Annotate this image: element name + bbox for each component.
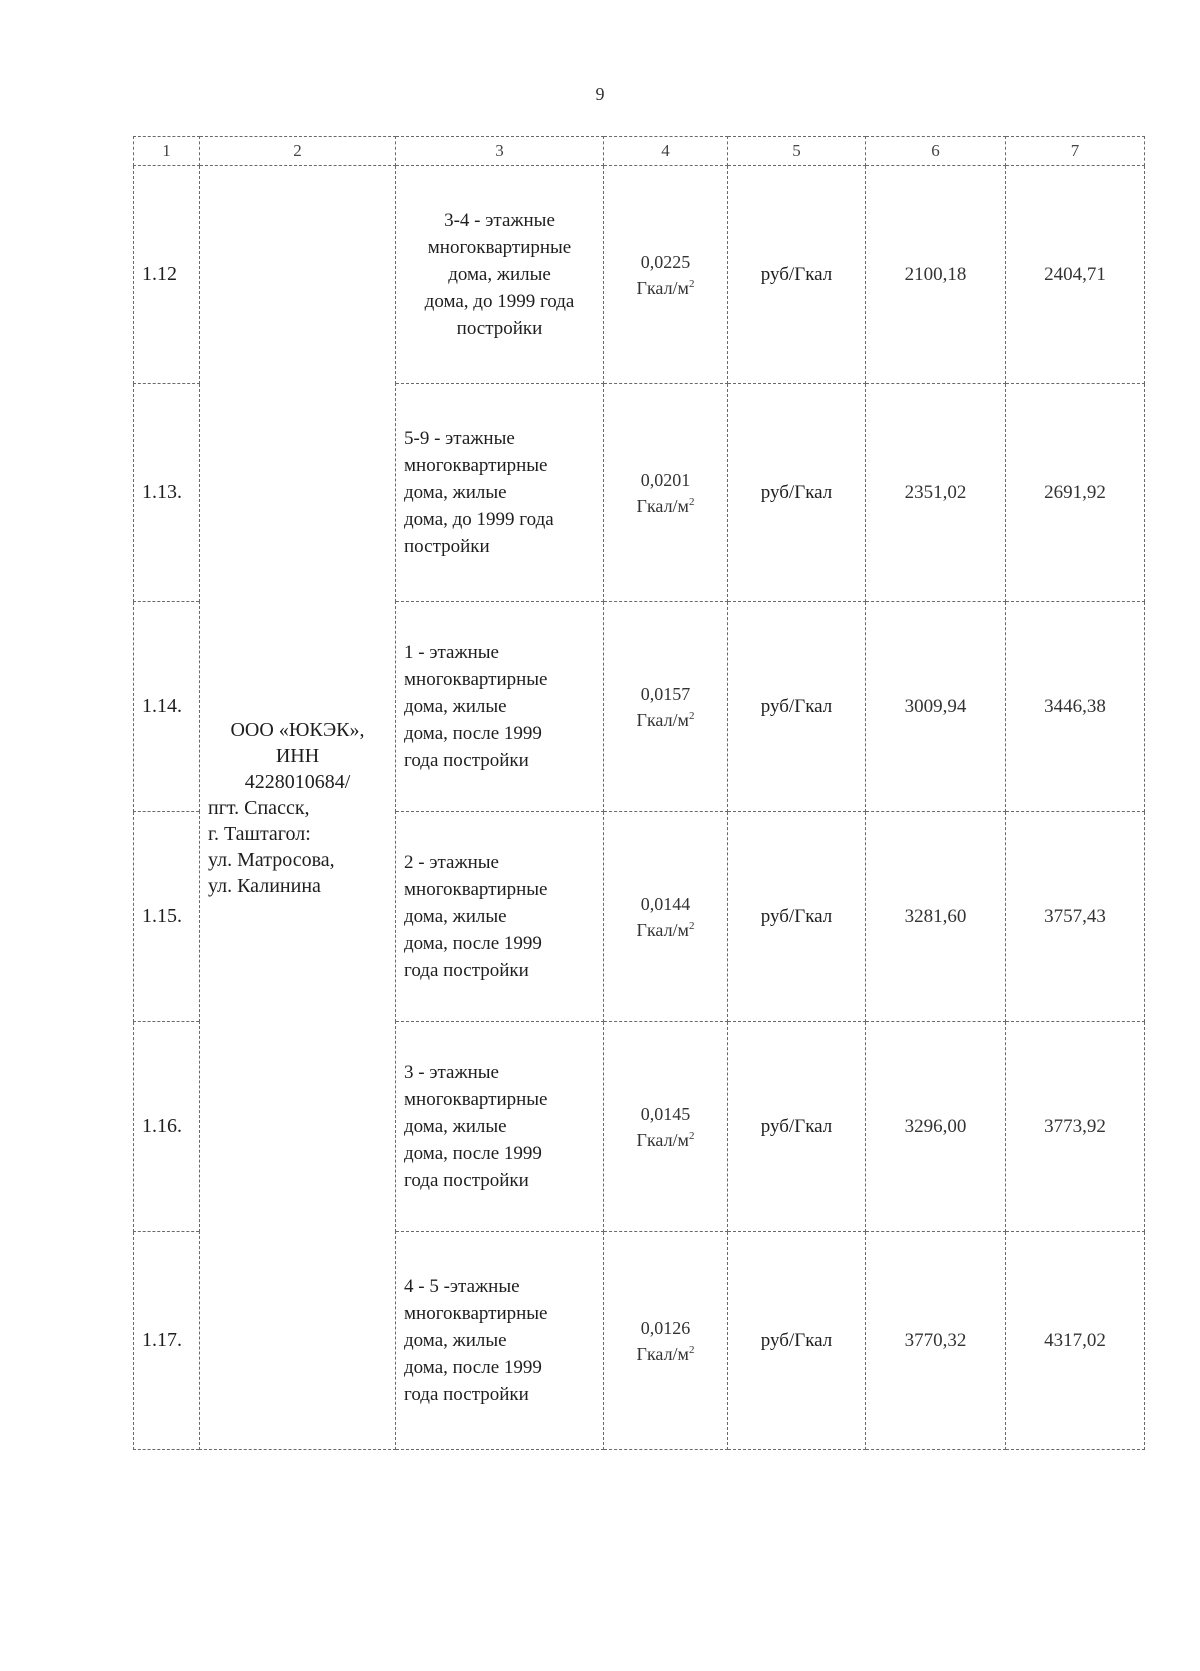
- norm-unit-text: Гкал/м: [636, 277, 689, 298]
- price-cell-6: 2100,18: [866, 166, 1006, 384]
- row-number: 1.15.: [134, 812, 200, 1022]
- organization-line: 4228010684/: [244, 770, 351, 793]
- description-line: дома, жилые: [404, 482, 507, 503]
- description-line: года постройки: [404, 1170, 529, 1191]
- description-line: дома, жилые: [404, 1116, 507, 1137]
- price-cell-6: 3296,00: [866, 1022, 1006, 1232]
- norm-cell: [604, 166, 728, 384]
- organization-line: ООО «ЮКЭК»,: [230, 718, 365, 741]
- description-cell: [396, 1022, 604, 1232]
- column-header-7: 7: [1006, 137, 1145, 166]
- description-line: многоквартирные: [404, 669, 548, 690]
- description-line: дома, до 1999 года: [424, 291, 575, 312]
- norm-value: 0,0144: [640, 893, 691, 914]
- description-line: 2 - этажные: [404, 852, 499, 873]
- norm-value: 0,0225: [640, 251, 691, 272]
- norm-unit: Гкал/$м^2$: [636, 277, 695, 298]
- price-cell-7: 2691,92: [1006, 384, 1145, 602]
- organization-line: ул. Матросова,: [208, 848, 335, 871]
- norm-value: 0,0145: [640, 1103, 691, 1124]
- norm-cell: [604, 812, 728, 1022]
- norm-unit: Гкал/$м^2$: [636, 919, 695, 940]
- description-cell: [396, 602, 604, 812]
- price-cell-7: 4317,02: [1006, 1232, 1145, 1450]
- description-line: дома, после 1999: [404, 723, 542, 744]
- description-line: 3 - этажные: [404, 1062, 499, 1083]
- description-line: дома, до 1999 года: [404, 509, 554, 530]
- row-number: 1.14.: [134, 602, 200, 812]
- description-line: дома, после 1999: [404, 1143, 542, 1164]
- description-line: многоквартирные: [404, 455, 548, 476]
- header-row: [134, 137, 1145, 166]
- unit-cell: руб/Гкал: [728, 1232, 866, 1450]
- description-line: многоквартирные: [404, 879, 548, 900]
- description-line: многоквартирные: [404, 1089, 548, 1110]
- norm-unit-text: Гкал/м: [636, 1343, 689, 1364]
- description-line: дома, после 1999: [404, 1357, 542, 1378]
- description-line: 3-4 - этажные: [444, 210, 555, 231]
- description-cell: [396, 812, 604, 1022]
- row-number: 1.16.: [134, 1022, 200, 1232]
- description-line: дома, жилые: [404, 906, 507, 927]
- norm-cell: [604, 1232, 728, 1450]
- description-line: постройки: [404, 536, 490, 557]
- price-cell-6: 3009,94: [866, 602, 1006, 812]
- description-line: 5-9 - этажные: [404, 428, 515, 449]
- row-number: 1.12: [134, 166, 200, 384]
- description-line: дома, жилые: [404, 1330, 507, 1351]
- column-header-6: 6: [866, 137, 1006, 166]
- norm-unit: Гкал/$м^2$: [636, 1129, 695, 1150]
- column-header-5: 5: [728, 137, 866, 166]
- column-header-1: 1: [134, 137, 200, 166]
- description-line: года постройки: [404, 1384, 529, 1405]
- organization-cell: [200, 166, 396, 1450]
- norm-value: 0,0126: [640, 1317, 691, 1338]
- unit-cell: руб/Гкал: [728, 1022, 866, 1232]
- description-line: года постройки: [404, 750, 529, 771]
- norm-cell: [604, 602, 728, 812]
- price-cell-7: 2404,71: [1006, 166, 1145, 384]
- description-line: дома, жилые: [404, 696, 507, 717]
- price-cell-7: 3757,43: [1006, 812, 1145, 1022]
- row-number: 1.17.: [134, 1232, 200, 1450]
- description-cell: [396, 166, 604, 384]
- description-line: многоквартирные: [427, 237, 572, 258]
- norm-unit-text: Гкал/м: [636, 919, 689, 940]
- description-line: 1 - этажные: [404, 642, 499, 663]
- description-cell: [396, 1232, 604, 1450]
- unit-cell: руб/Гкал: [728, 384, 866, 602]
- page-number: 9: [595, 84, 605, 104]
- norm-unit: Гкал/$м^2$: [636, 495, 695, 516]
- norm-unit-text: Гкал/м: [636, 1129, 689, 1150]
- price-cell-7: 3773,92: [1006, 1022, 1145, 1232]
- tariff-table: [133, 136, 1145, 1450]
- column-header-4: 4: [604, 137, 728, 166]
- norm-value: 0,0157: [640, 683, 691, 704]
- unit-cell: руб/Гкал: [728, 166, 866, 384]
- norm-unit: Гкал/$м^2$: [636, 709, 695, 730]
- price-cell-6: 3281,60: [866, 812, 1006, 1022]
- organization-line: ул. Калинина: [208, 874, 321, 897]
- description-line: дома, после 1999: [404, 933, 542, 954]
- description-line: постройки: [456, 318, 543, 339]
- table-row: [134, 166, 1145, 384]
- organization-line: ИНН: [275, 744, 320, 767]
- organization-line: пгт. Спасск,: [208, 796, 310, 819]
- row-number: 1.13.: [134, 384, 200, 602]
- price-cell-6: 2351,02: [866, 384, 1006, 602]
- description-line: года постройки: [404, 960, 529, 981]
- description-cell: [396, 384, 604, 602]
- column-header-3: 3: [396, 137, 604, 166]
- description-line: многоквартирные: [404, 1303, 548, 1324]
- norm-cell: [604, 384, 728, 602]
- price-cell-7: 3446,38: [1006, 602, 1145, 812]
- unit-cell: руб/Гкал: [728, 812, 866, 1022]
- norm-unit-text: Гкал/м: [636, 709, 689, 730]
- norm-value: 0,0201: [640, 469, 691, 490]
- price-cell-6: 3770,32: [866, 1232, 1006, 1450]
- norm-unit-text: Гкал/м: [636, 495, 689, 516]
- norm-unit: Гкал/$м^2$: [636, 1343, 695, 1364]
- column-header-2: 2: [200, 137, 396, 166]
- unit-cell: руб/Гкал: [728, 602, 866, 812]
- organization-line: г. Таштагол:: [208, 822, 311, 845]
- norm-cell: [604, 1022, 728, 1232]
- description-line: 4 - 5 -этажные: [404, 1276, 520, 1297]
- description-line: дома, жилые: [448, 264, 551, 285]
